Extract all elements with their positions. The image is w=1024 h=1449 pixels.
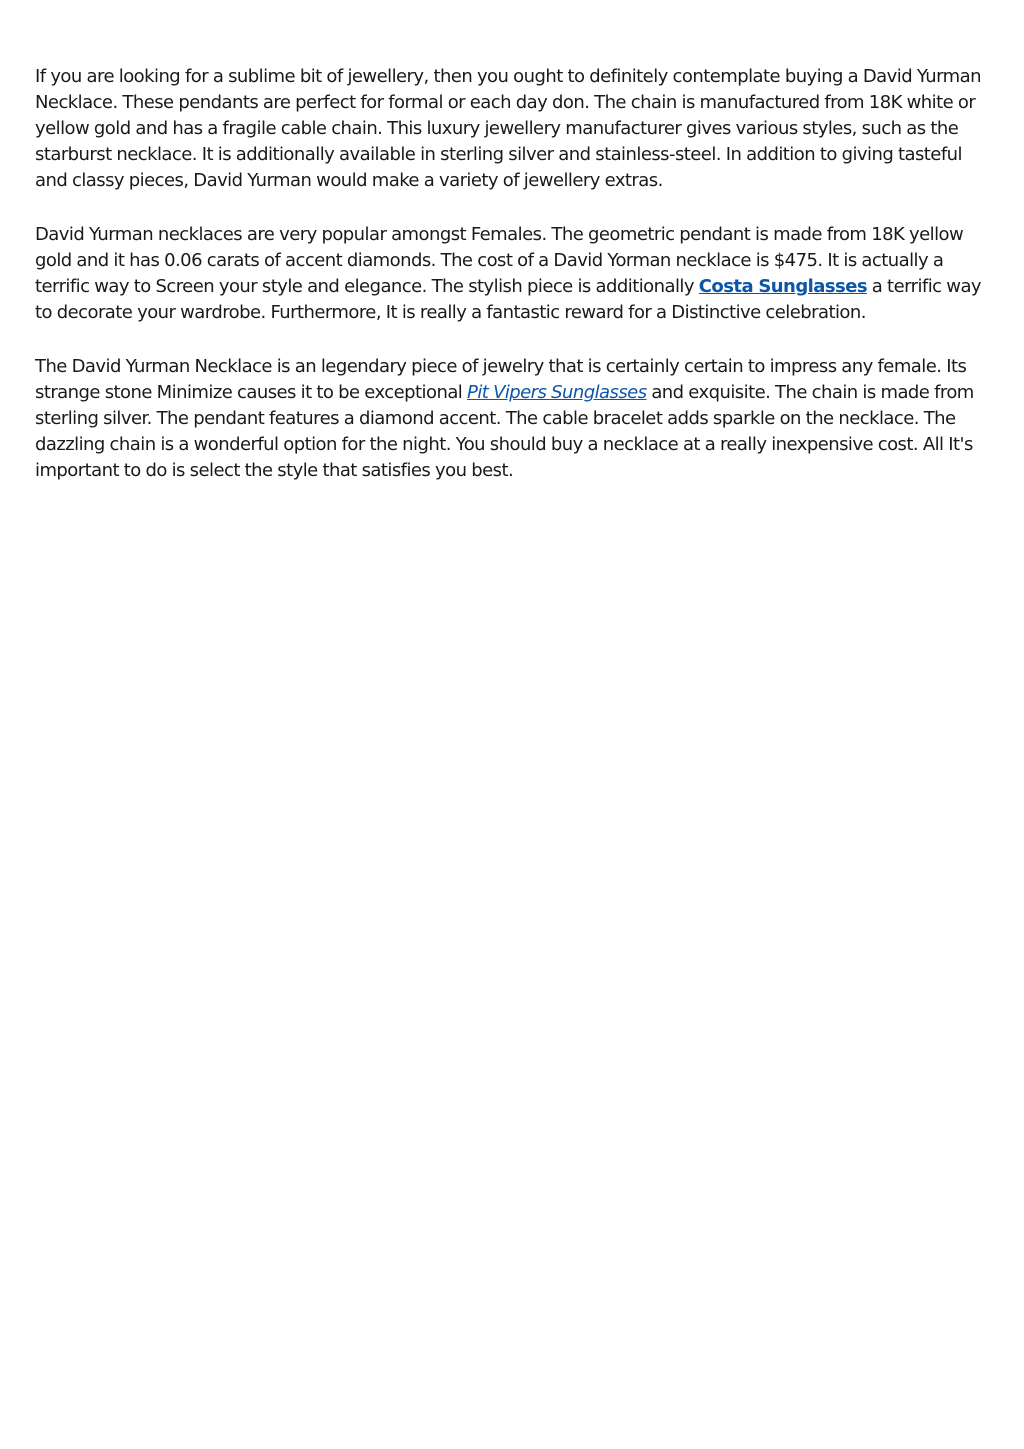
document-page	[35, 64, 993, 512]
pit-vipers-sunglasses-link[interactable]: Pit Vipers Sunglasses	[467, 382, 647, 403]
paragraph-2	[35, 222, 993, 326]
paragraph-3-text-after: and exquisite. The chain is made from sterling silver. The pendant features a diamond accent. The cable bracelet adds sparkle on the necklace. The dazzling chain is a wonderful option for the night. You should buy a necklace at a really inexpensive cost. All It's important to do is select the style that satisfies you best.	[35, 382, 974, 481]
paragraph-1-text: If you are looking for a sublime bit of jewellery, then you ought to definitely contemplate buying a David Yurman Necklace. These pendants are perfect for formal or each day don. The chain is manufactured from 18K white or yellow gold and has a fragile cable chain. This luxury jewellery manufacturer gives various styles, such as the starburst necklace. It is additionally available in sterling silver and stainless-steel. In addition to giving tasteful and classy pieces, David Yurman would make a variety of jewellery extras.	[35, 66, 981, 191]
paragraph-3	[35, 354, 993, 484]
paragraph-2-text-after: a terrific way to decorate your wardrobe. Furthermore, It is really a fantastic reward for a Distinctive celebration.	[35, 276, 982, 323]
paragraph-2-text-before: David Yurman necklaces are very popular amongst Females. The geometric pendant is made from 18K yellow gold and it has 0.06 carats of accent diamonds. The cost of a David Yorman necklace is $475. It is actually a terrific way to Screen your style and elegance. The stylish piece is additionally	[35, 224, 964, 297]
paragraph-3-text-before: The David Yurman Necklace is an legendary piece of jewelry that is certainly certain to impress any female. Its strange stone Minimize causes it to be exceptional	[35, 356, 967, 403]
costa-sunglasses-link[interactable]: Costa Sunglasses	[698, 276, 868, 297]
paragraph-1	[35, 64, 993, 194]
